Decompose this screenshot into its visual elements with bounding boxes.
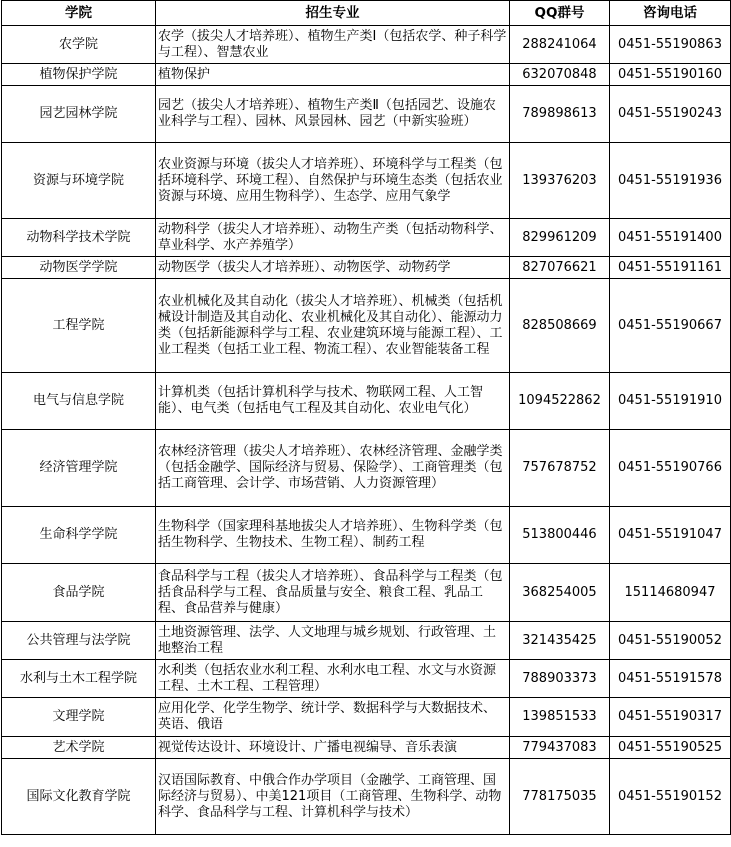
table-row bbox=[2, 430, 731, 507]
qq-group: 139851533 bbox=[510, 698, 610, 737]
header-majors: 招生专业 bbox=[156, 1, 510, 26]
college-name: 食品学院 bbox=[2, 564, 156, 622]
phone-number: 0451-55191910 bbox=[610, 373, 731, 430]
table-row bbox=[2, 26, 731, 64]
qq-group: 829961209 bbox=[510, 219, 610, 257]
phone-number: 0451-55191936 bbox=[610, 143, 731, 219]
majors-cell: 视觉传达设计、环境设计、广播电视编导、音乐表演 bbox=[156, 737, 510, 759]
majors-cell: 动物科学（拔尖人才培养班）、动物生产类（包括动物科学、草业科学、水产养殖学） bbox=[156, 219, 510, 257]
qq-group: 288241064 bbox=[510, 26, 610, 64]
phone-number: 0451-55190160 bbox=[610, 64, 731, 86]
qq-group: 828508669 bbox=[510, 279, 610, 373]
college-name: 动物科学技术学院 bbox=[2, 219, 156, 257]
qq-group: 321435425 bbox=[510, 622, 610, 660]
qq-group: 757678752 bbox=[510, 430, 610, 507]
qq-group: 789898613 bbox=[510, 86, 610, 143]
table-row bbox=[2, 507, 731, 564]
college-name: 文理学院 bbox=[2, 698, 156, 737]
table-row bbox=[2, 64, 731, 86]
table-row bbox=[2, 759, 731, 835]
table-row bbox=[2, 143, 731, 219]
college-name: 农学院 bbox=[2, 26, 156, 64]
table-row bbox=[2, 86, 731, 143]
phone-number: 0451-55191400 bbox=[610, 219, 731, 257]
header-college: 学院 bbox=[2, 1, 156, 26]
college-name: 国际文化教育学院 bbox=[2, 759, 156, 835]
table-row bbox=[2, 219, 731, 257]
college-name: 水利与土木工程学院 bbox=[2, 660, 156, 698]
table-row bbox=[2, 373, 731, 430]
header-qq: QQ群号 bbox=[510, 1, 610, 26]
college-name: 艺术学院 bbox=[2, 737, 156, 759]
qq-group: 788903373 bbox=[510, 660, 610, 698]
phone-number: 0451-55190243 bbox=[610, 86, 731, 143]
college-name: 生命科学学院 bbox=[2, 507, 156, 564]
majors-cell: 园艺（拔尖人才培养班）、植物生产类Ⅱ（包括园艺、设施农业科学与工程）、园林、风景园林、园艺（中新实验班） bbox=[156, 86, 510, 143]
admissions-table bbox=[1, 0, 731, 835]
majors-cell: 汉语国际教育、中俄合作办学项目（金融学、工商管理、国际经济与贸易）、中美121项目（工商管理、生物科学、动物科学、食品科学与工程、计算机科学与技术） bbox=[156, 759, 510, 835]
phone-number: 0451-55191047 bbox=[610, 507, 731, 564]
college-name: 工程学院 bbox=[2, 279, 156, 373]
phone-number: 0451-55190863 bbox=[610, 26, 731, 64]
phone-number: 0451-55190152 bbox=[610, 759, 731, 835]
majors-cell: 计算机类（包括计算机科学与技术、物联网工程、人工智能）、电气类（包括电气工程及其自动化、农业电气化） bbox=[156, 373, 510, 430]
qq-group: 139376203 bbox=[510, 143, 610, 219]
qq-group: 827076621 bbox=[510, 257, 610, 279]
table-row bbox=[2, 257, 731, 279]
header-row bbox=[2, 1, 731, 26]
majors-cell: 农业机械化及其自动化（拔尖人才培养班）、机械类（包括机械设计制造及其自动化、农业机械化及其自动化）、能源动力类（包括新能源科学与工程、农业建筑环境与能源工程）、工业工程类（包括工业工程、物流工程）、农业智能装备工程 bbox=[156, 279, 510, 373]
majors-cell: 土地资源管理、法学、人文地理与城乡规划、行政管理、土地整治工程 bbox=[156, 622, 510, 660]
college-name: 经济管理学院 bbox=[2, 430, 156, 507]
majors-cell: 水利类（包括农业水利工程、水利水电工程、水文与水资源工程、土木工程、工程管理） bbox=[156, 660, 510, 698]
majors-cell: 农学（拔尖人才培养班）、植物生产类Ⅰ（包括农学、种子科学与工程）、智慧农业 bbox=[156, 26, 510, 64]
college-name: 动物医学学院 bbox=[2, 257, 156, 279]
qq-group: 779437083 bbox=[510, 737, 610, 759]
college-name: 资源与环境学院 bbox=[2, 143, 156, 219]
phone-number: 0451-55190317 bbox=[610, 698, 731, 737]
majors-cell: 食品科学与工程（拔尖人才培养班）、食品科学与工程类（包括食品科学与工程、食品质量与安全、粮食工程、乳品工程、食品营养与健康） bbox=[156, 564, 510, 622]
qq-group: 778175035 bbox=[510, 759, 610, 835]
majors-cell: 动物医学（拔尖人才培养班）、动物医学、动物药学 bbox=[156, 257, 510, 279]
majors-cell: 应用化学、化学生物学、统计学、数据科学与大数据技术、英语、俄语 bbox=[156, 698, 510, 737]
college-name: 电气与信息学院 bbox=[2, 373, 156, 430]
header-phone: 咨询电话 bbox=[610, 1, 731, 26]
phone-number: 0451-55191578 bbox=[610, 660, 731, 698]
phone-number: 0451-55190667 bbox=[610, 279, 731, 373]
phone-number: 0451-55190525 bbox=[610, 737, 731, 759]
table-row bbox=[2, 737, 731, 759]
table-row bbox=[2, 279, 731, 373]
qq-group: 513800446 bbox=[510, 507, 610, 564]
table-row bbox=[2, 564, 731, 622]
qq-group: 632070848 bbox=[510, 64, 610, 86]
table-body bbox=[2, 26, 731, 835]
majors-cell: 植物保护 bbox=[156, 64, 510, 86]
phone-number: 15114680947 bbox=[610, 564, 731, 622]
college-name: 园艺园林学院 bbox=[2, 86, 156, 143]
phone-number: 0451-55191161 bbox=[610, 257, 731, 279]
qq-group: 368254005 bbox=[510, 564, 610, 622]
college-name: 植物保护学院 bbox=[2, 64, 156, 86]
college-name: 公共管理与法学院 bbox=[2, 622, 156, 660]
phone-number: 0451-55190052 bbox=[610, 622, 731, 660]
majors-cell: 生物科学（国家理科基地拔尖人才培养班）、生物科学类（包括生物科学、生物技术、生物工程）、制药工程 bbox=[156, 507, 510, 564]
phone-number: 0451-55190766 bbox=[610, 430, 731, 507]
majors-cell: 农林经济管理（拔尖人才培养班）、农林经济管理、金融学类（包括金融学、国际经济与贸易、保险学）、工商管理类（包括工商管理、会计学、市场营销、人力资源管理） bbox=[156, 430, 510, 507]
table-row bbox=[2, 622, 731, 660]
table-row bbox=[2, 660, 731, 698]
qq-group: 1094522862 bbox=[510, 373, 610, 430]
table-row bbox=[2, 698, 731, 737]
majors-cell: 农业资源与环境（拔尖人才培养班）、环境科学与工程类（包括环境科学、环境工程）、自然保护与环境生态类（包括农业资源与环境、应用生物科学）、生态学、应用气象学 bbox=[156, 143, 510, 219]
